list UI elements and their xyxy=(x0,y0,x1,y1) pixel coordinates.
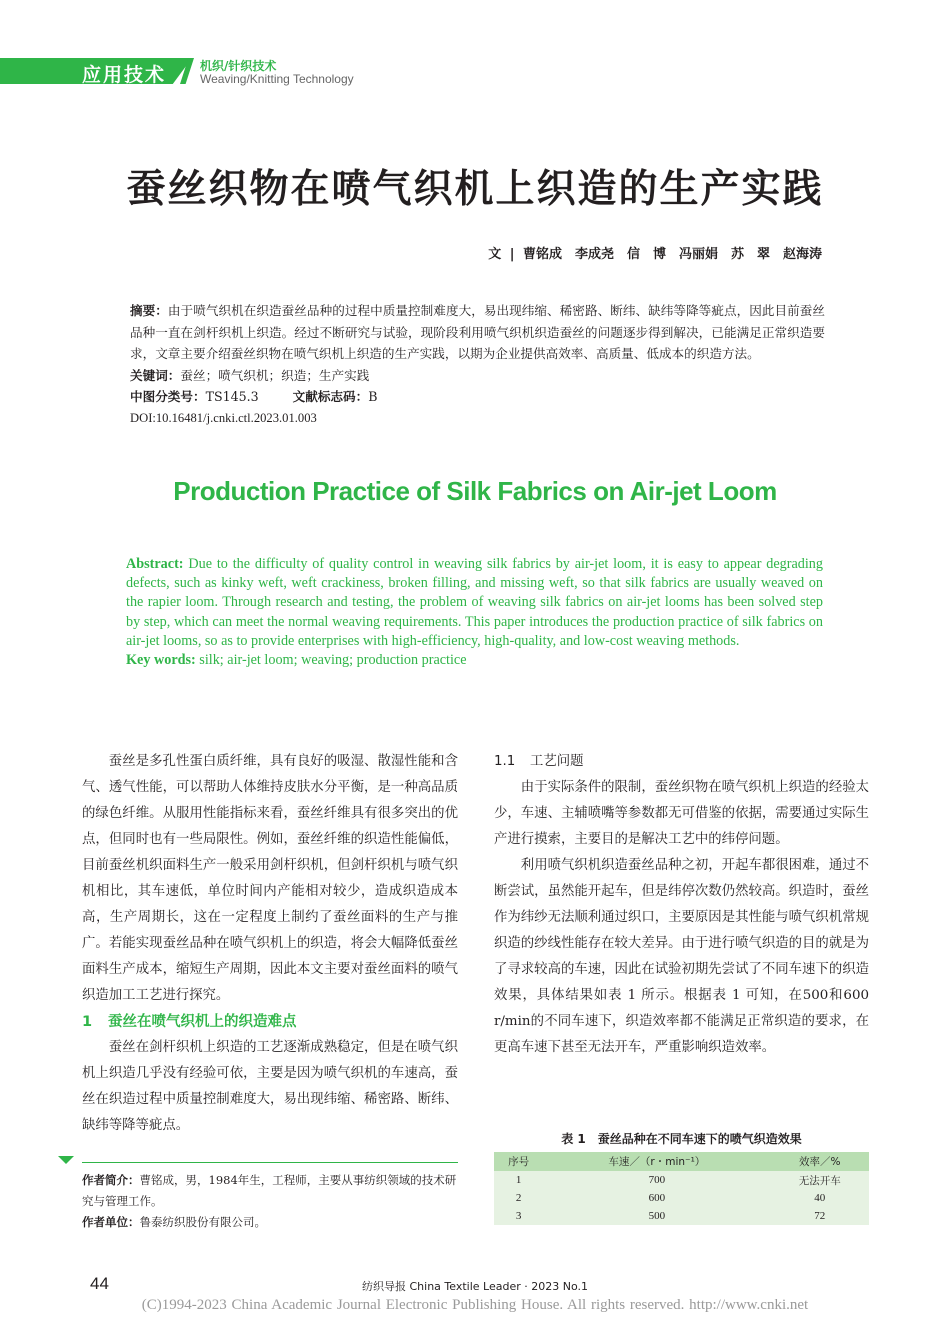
body-left-column xyxy=(82,749,458,1139)
abstract-cn-label: 摘要： xyxy=(130,303,168,318)
doc-code-label: 文献标志码： xyxy=(292,389,369,404)
abstract-cn-paragraph xyxy=(130,300,825,365)
speed-efficiency-table xyxy=(494,1152,869,1225)
keywords-en-label: Key words: xyxy=(126,652,196,669)
table-row xyxy=(494,1171,869,1189)
abstract-cn xyxy=(130,300,825,429)
abstract-en xyxy=(126,555,823,670)
classification-line xyxy=(130,386,825,408)
body-paragraph: 蚕丝是多孔性蛋白质纤维，具有良好的吸湿、散湿性能和含气、透气性能，可以帮助人体维持皮肤水分平衡，是一种高品质的绿色纤维。从服用性能指标来看，蚕丝纤维具有很多突出的优点，但同时也有一些局限性。例如，蚕丝纤维的织造性能偏低，目前蚕丝机织面料生产一般采用剑杆织机，但剑杆织机与喷气织机相比，其车速低，单位时间内产能相对较少，造成织造成本高，生产周期长，这在一定程度上制约了蚕丝面料的生产与推广。若能实现蚕丝品种在喷气织机上的织造，将会大幅降低蚕丝面料生产成本，缩短生产周期，因此本文主要对蚕丝面料的喷气织造加工工艺进行探究。 xyxy=(82,754,458,1003)
author-bio xyxy=(82,1170,458,1212)
table-cell: 2 xyxy=(494,1189,543,1207)
author-unit-text: 鲁泰纺织股份有限公司。 xyxy=(139,1215,266,1229)
article-title: 蚕丝织物在喷气织机上织造的生产实践 xyxy=(126,167,824,212)
body-paragraph: 利用喷气织机织造蚕丝品种之初，开起车都很困难，通过不断尝试，虽然能开起车，但是纬停次数仍然较高。织造时，蚕丝作为纬纱无法顺利通过织口，主要原因是其性能与喷气织机常规织造的纱线性能存在较大差异。由于进行喷气织造的目的就是为了寻求较高的车速，因此在试验初期先尝试了不同车速下的织造效果，具体结果如表 1 所示。根据表 1 可知，在500和600 r/min的不同车速下，织造效率都不能满足正常织造的要求，在更高车速下甚至无法开车，严重影响织造效率。 xyxy=(494,858,869,1055)
doi-line: DOI:10.16481/j.cnki.ctl.2023.01.003 xyxy=(130,410,317,425)
author-unit xyxy=(82,1212,458,1233)
body-paragraph: 由于实际条件的限制，蚕丝织物在喷气织机上织造的经验太少，车速、主辅喷嘴等参数都无可借鉴的依据，需要通过实际生产进行摸索，主要目的是解决工艺中的纬停问题。 xyxy=(494,780,869,847)
footnote-divider xyxy=(82,1162,458,1163)
section-heading-1-1 xyxy=(494,749,869,775)
section-heading-1 xyxy=(82,1009,458,1035)
keywords-cn xyxy=(130,365,825,387)
table-row xyxy=(494,1189,869,1207)
section-number: 1 xyxy=(82,1014,93,1030)
abstract-en-paragraph xyxy=(126,555,823,651)
table-cell: 3 xyxy=(494,1207,543,1225)
subsection-number: 1.1 xyxy=(494,754,516,769)
body-right-column xyxy=(494,749,869,1061)
abstract-en-label: Abstract: xyxy=(126,556,184,572)
table-caption: 表 1 蚕丝品种在不同车速下的喷气织造效果 xyxy=(561,1132,802,1146)
table-cell: 700 xyxy=(543,1171,770,1189)
table-cell: 1 xyxy=(494,1171,543,1189)
table-header-cell: 车速／（r・min⁻¹） xyxy=(543,1152,770,1171)
copyright-watermark: (C)1994-2023 China Academic Journal Electronic Publishing House. All rights reserved. http://www.cnki.net xyxy=(141,1297,809,1313)
keywords-cn-text: 蚕丝；喷气织机；织造；生产实践 xyxy=(180,367,370,383)
footnote-marker xyxy=(58,1156,74,1164)
abstract-cn-text: 由于喷气织机在织造蚕丝品种的过程中质量控制难度大，易出现纬缩、稀密路、断纬、缺纬等降等疵点，因此目前蚕丝品种一直在剑杆织机上织造。经过不断研究与试验，现阶段利用喷气织机织造蚕丝的问题逐步得到解决，已能满足正常织造要求，文章主要介绍蚕丝织物在喷气织机上织造的生产实践，以期为企业提供高效率、高质量、低成本的织造方法。 xyxy=(130,303,826,361)
section-label: 应用技术 xyxy=(82,64,167,86)
table-header-row xyxy=(494,1152,869,1171)
article-title-en: Production Practice of Silk Fabrics on Air-jet Loom xyxy=(173,476,777,506)
section-title: 蚕丝在喷气织机上的织造难点 xyxy=(108,1014,297,1030)
table-header-cell: 序号 xyxy=(494,1152,543,1171)
table-cell: 无法开车 xyxy=(770,1171,869,1189)
subsection-title: 工艺问题 xyxy=(530,754,584,769)
table-cell: 72 xyxy=(770,1207,869,1225)
table-cell: 500 xyxy=(543,1207,770,1225)
page-number: 44 xyxy=(90,1274,109,1293)
doc-code-value: B xyxy=(368,389,378,404)
table-header-cell: 效率／% xyxy=(770,1152,869,1171)
keywords-cn-label: 关键词： xyxy=(130,367,181,383)
abstract-en-text: Due to the difficulty of quality control in weaving silk fabrics by air-jet loom, it is easy to appear degrading defects, such as kinky weft, weft crackiness, broken filling, and missing weft, so that silk fabrics are usually weaved on the rapier loom. Through research and testing, the problem of weaving silk fabrics on air-jet looms has been solved step by step, which can meet the normal weaving requirements. This paper introduces the production practice of silk fabrics on air-jet looms, so as to provide enterprises with high-efficiency, high-quality, and low-cost weaving methods. xyxy=(126,556,823,649)
column-label-cn: 机织/针织技术 xyxy=(200,59,277,73)
keywords-en xyxy=(126,651,823,670)
table-row xyxy=(494,1207,869,1225)
journal-footer: 纺织导报 China Textile Leader · 2023 No.1 xyxy=(362,1280,588,1293)
clc-value: TS145.3 xyxy=(205,389,259,404)
body-paragraph: 蚕丝在剑杆织机上织造的工艺逐渐成熟稳定，但是在喷气织机上织造几乎没有经验可依，主要是因为喷气织机的车速高，蚕丝在织造过程中质量控制难度大，易出现纬缩、稀密路、断纬、缺纬等降等疵点。 xyxy=(82,1040,458,1133)
table-cell: 600 xyxy=(543,1189,770,1207)
clc-label: 中图分类号： xyxy=(130,389,206,404)
table-cell: 40 xyxy=(770,1189,869,1207)
keywords-en-text: silk; air-jet loom; weaving; production practice xyxy=(199,652,467,669)
author-line: 文 | 曹铭成 李成尧 信 博 冯丽娟 苏 翠 赵海涛 xyxy=(488,247,822,262)
author-bio-label: 作者简介： xyxy=(82,1173,140,1187)
author-unit-label: 作者单位： xyxy=(82,1215,140,1229)
column-label-en: Weaving/Knitting Technology xyxy=(200,72,354,86)
author-bio-text: 曹铭成，男，1984年生，工程师，主要从事纺织领域的技术研究与管理工作。 xyxy=(82,1173,457,1208)
